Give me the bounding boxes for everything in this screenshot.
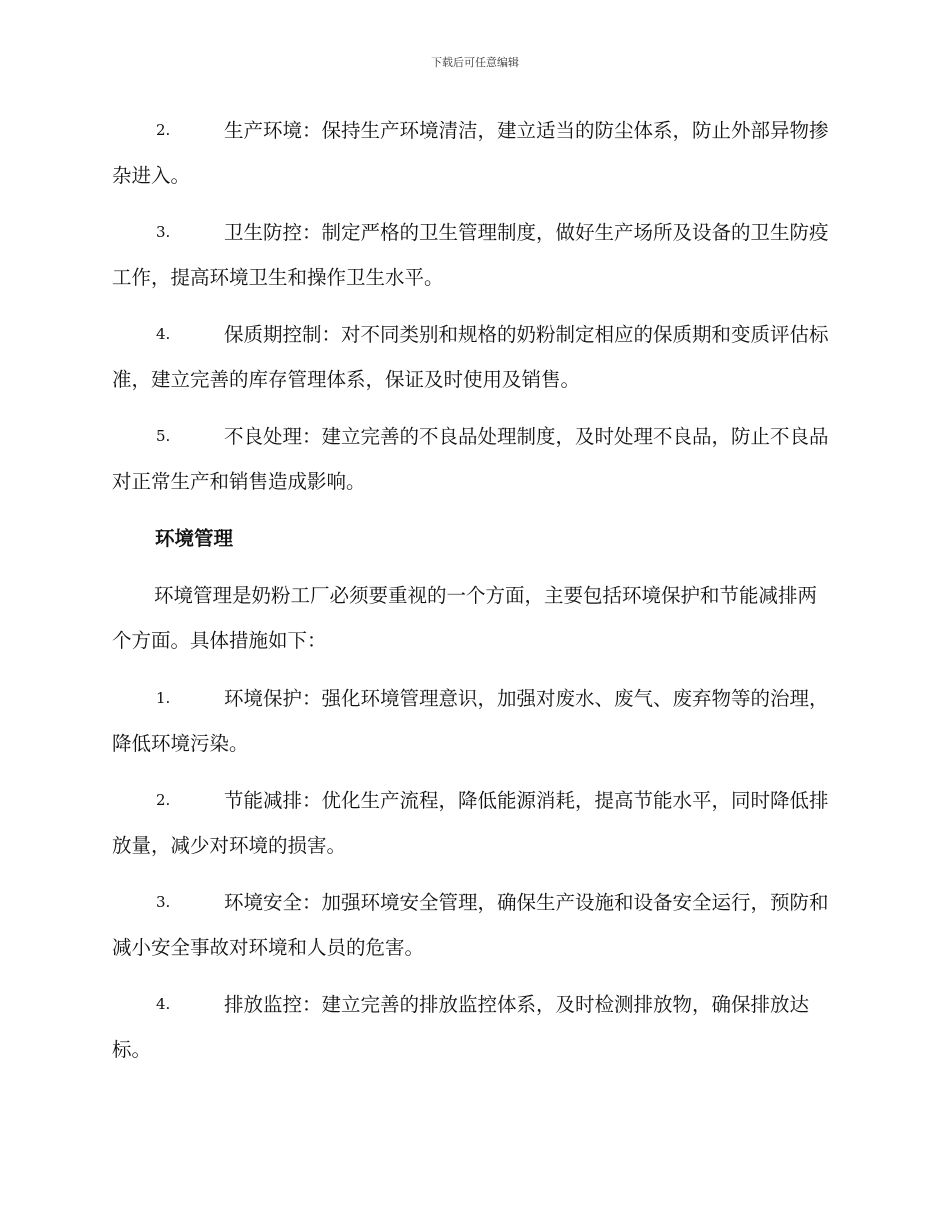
list-number: 4. [156, 325, 171, 343]
list-item [112, 312, 834, 402]
list-item [112, 880, 834, 970]
list-text: 节能减排：优化生产流程，降低能源消耗，提高节能水平，同时降低排放量，减少对环境的损害。 [112, 789, 829, 857]
list-item [112, 778, 834, 868]
list-number: 4. [156, 995, 171, 1013]
list-number: 3. [156, 223, 171, 241]
list-number: 2. [156, 791, 171, 809]
list-number: 1. [156, 689, 171, 707]
section-heading: 环境管理 [155, 527, 234, 550]
list-number: 2. [156, 121, 171, 139]
list-item [112, 982, 834, 1072]
list-item [112, 414, 834, 504]
list-text: 生产环境：保持生产环境清洁，建立适当的防尘体系，防止外部异物掺杂进入。 [112, 119, 829, 187]
list-text: 排放监控：建立完善的排放监控体系，及时检测排放物，确保排放达标。 [112, 993, 810, 1061]
list-number: 5. [156, 427, 171, 445]
list-item [112, 210, 834, 300]
list-text: 环境保护：强化环境管理意识，加强对废水、废气、废弃物等的治理，降低环境污染。 [112, 687, 829, 755]
section-intro: 环境管理是奶粉工厂必须要重视的一个方面，主要包括环境保护和节能减排两个方面。具体措施如下： [112, 584, 818, 652]
page-header: 下载后可任意编辑 [431, 56, 519, 69]
list-item [112, 676, 834, 766]
list-text: 保质期控制：对不同类别和规格的奶粉制定相应的保质期和变质评估标准，建立完善的库存管理体系，保证及时使用及销售。 [112, 323, 829, 391]
list-item [112, 108, 834, 198]
list-number: 3. [156, 893, 171, 911]
list-text: 不良处理：建立完善的不良品处理制度，及时处理不良品，防止不良品对正常生产和销售造成影响。 [112, 425, 829, 493]
list-text: 卫生防控：制定严格的卫生管理制度，做好生产场所及设备的卫生防疫工作，提高环境卫生和操作卫生水平。 [112, 221, 829, 289]
list-text: 环境安全：加强环境安全管理，确保生产设施和设备安全运行，预防和减小安全事故对环境和人员的危害。 [112, 891, 829, 959]
